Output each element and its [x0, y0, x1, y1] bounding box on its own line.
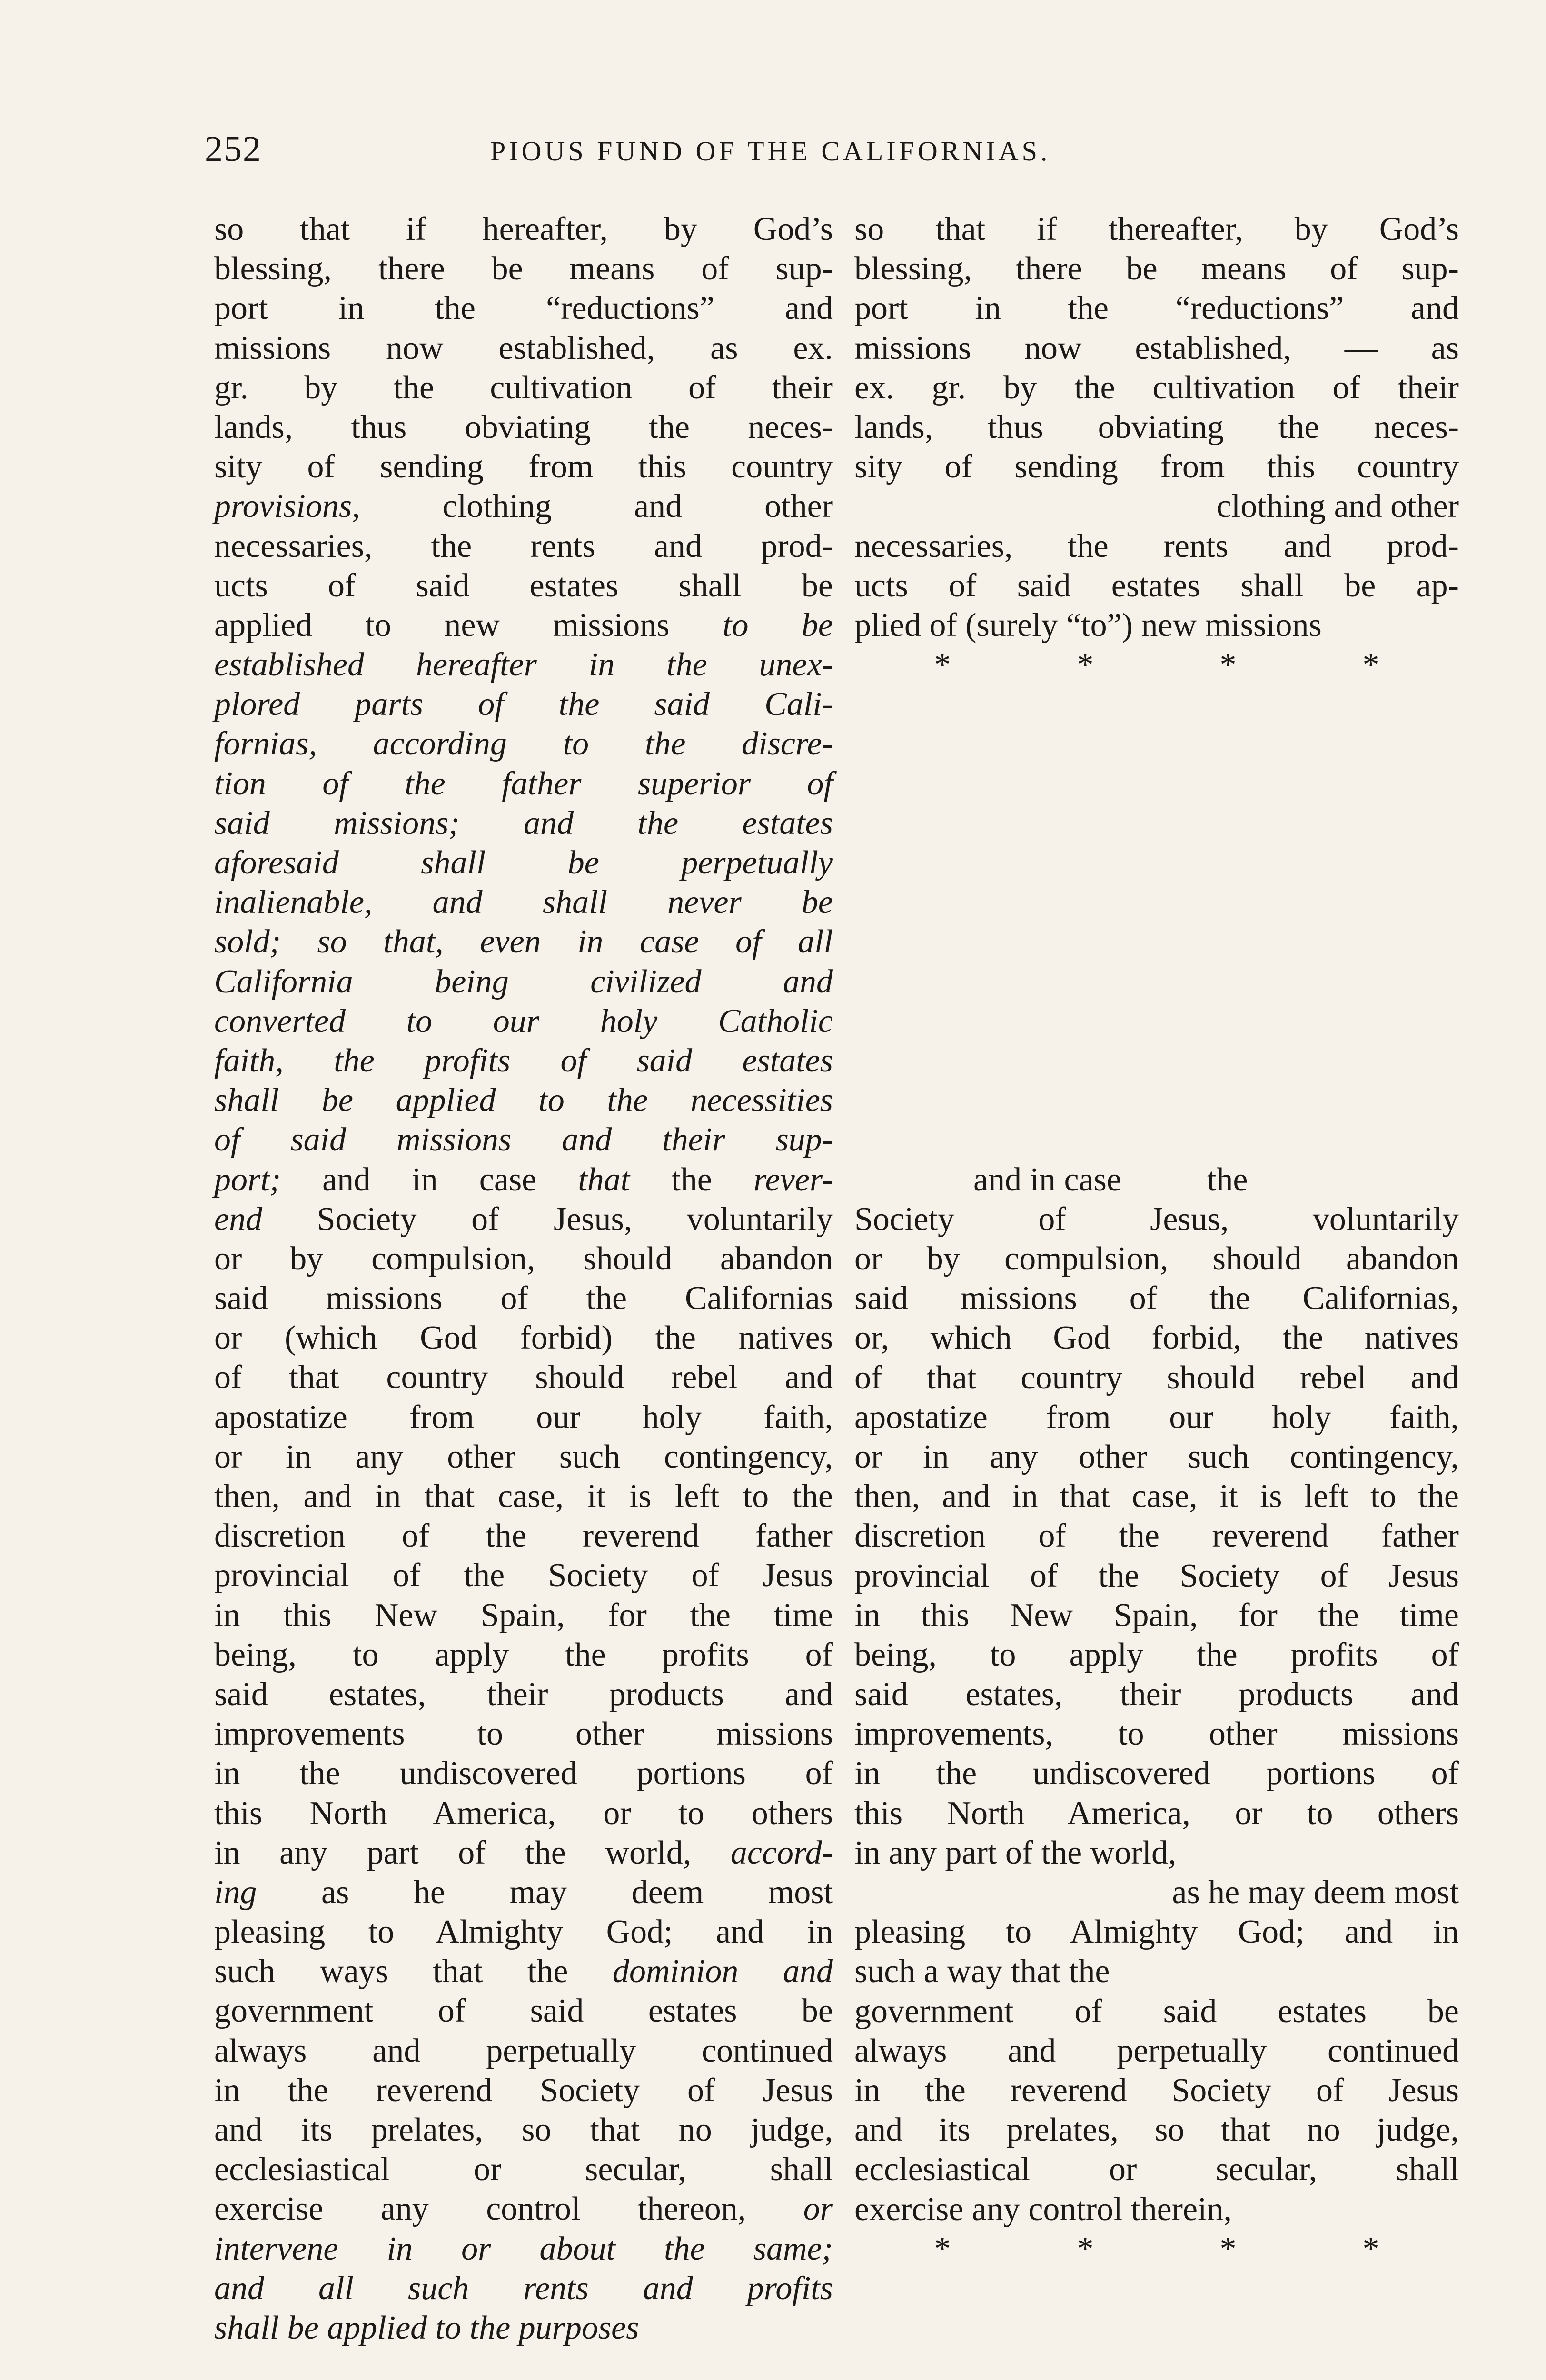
- asterisk: *: [1219, 646, 1237, 684]
- left-text-line: [214, 1794, 833, 1833]
- right-text-line: plied of (surely “to”) new missions: [854, 606, 1322, 644]
- left-text-line: [214, 526, 833, 566]
- italic-text: rever-: [753, 1161, 833, 1198]
- roman-text: ucts of said estates shall be: [214, 567, 833, 604]
- roman-text: government of said estates be: [214, 1993, 833, 2030]
- left-text-line: [214, 209, 833, 249]
- left-text-line: [214, 1714, 833, 1754]
- right-text-line: as he may deem most: [1172, 1874, 1459, 1911]
- left-text-line: [214, 1398, 833, 1437]
- right-text-line: government of said estates be: [854, 1993, 1459, 2030]
- roman-text: the: [1207, 1161, 1248, 1198]
- italic-text: plored parts of the said Cali-: [214, 686, 833, 723]
- right-text-line: in the undiscovered portions of: [854, 1755, 1459, 1792]
- asterisk: *: [934, 646, 951, 684]
- left-text-line: [214, 288, 833, 328]
- roman-text: and in case: [281, 1161, 578, 1198]
- left-text-line: [214, 1358, 833, 1397]
- asterisk: *: [1362, 2230, 1379, 2267]
- left-text-line: [214, 1833, 833, 1873]
- right-text-line: or by compulsion, should abandon: [854, 1240, 1459, 1278]
- roman-text: improvements to other missions: [214, 1716, 833, 1753]
- left-text-line: [214, 1952, 833, 1991]
- italic-text: to be: [723, 606, 833, 644]
- right-text-line: pleasing to Almighty God; and in: [854, 1914, 1459, 1951]
- left-text-line: [214, 1081, 833, 1120]
- left-text-line: [214, 1635, 833, 1675]
- roman-text: said estates, their products and: [214, 1676, 833, 1713]
- left-text-line: [214, 368, 833, 407]
- right-text-line: [854, 1160, 1459, 1200]
- right-text-line: in any part of the world,: [854, 1834, 1177, 1871]
- left-text-line: [214, 1200, 833, 1239]
- left-text-line: [214, 1873, 833, 1912]
- right-text-line: ecclesiastical or secular, shall: [854, 2151, 1459, 2188]
- left-text-line: [214, 684, 833, 724]
- left-text-line: [214, 1477, 833, 1516]
- right-text-line: so that if thereafter, by God’s: [854, 211, 1459, 248]
- italic-text: ing: [214, 1874, 257, 1911]
- roman-text: lands, thus obviating the neces-: [214, 408, 833, 446]
- left-text-line: [214, 1041, 833, 1081]
- left-text-line: [214, 1002, 833, 1041]
- right-text-line: being, to apply the profits of: [854, 1636, 1459, 1673]
- asterisk: *: [1077, 2230, 1094, 2267]
- italic-text: faith, the profits of said estates: [214, 1042, 833, 1079]
- roman-text: of that country should rebel and: [214, 1359, 833, 1396]
- roman-text: or (which God forbid) the natives: [214, 1319, 833, 1357]
- italic-text: of said missions and their sup-: [214, 1121, 833, 1159]
- left-text-line: [214, 605, 833, 645]
- right-text-line: ucts of said estates shall be ap-: [854, 567, 1459, 604]
- left-text-line: [214, 1120, 833, 1160]
- italic-text: shall be applied to the purposes: [214, 2309, 639, 2346]
- roman-text: gr. by the cultivation of their: [214, 369, 833, 406]
- right-text-line: discretion of the reverend father: [854, 1517, 1459, 1555]
- roman-text: ecclesiastical or secular, shall: [214, 2151, 833, 2188]
- italic-text: dominion and: [612, 1953, 833, 1990]
- italic-text: fornias, according to the discre-: [214, 725, 833, 763]
- roman-text: discretion of the reverend father: [214, 1517, 833, 1555]
- left-text-line: [214, 1239, 833, 1279]
- right-text-line: ex. gr. by the cultivation of their: [854, 369, 1459, 406]
- roman-text: in the reverend Society of Jesus: [214, 2072, 833, 2109]
- left-text-line: [214, 1516, 833, 1556]
- right-text-line: missions now established, — as: [854, 329, 1459, 367]
- roman-text: always and perpetually continued: [214, 2032, 833, 2069]
- left-text-line: [214, 1912, 833, 1952]
- left-text-line: [214, 1279, 833, 1318]
- italic-text: California being civilized and: [214, 963, 833, 1000]
- left-text-line: [214, 328, 833, 368]
- left-text-line: [214, 1556, 833, 1595]
- italic-text: accord-: [730, 1834, 833, 1871]
- roman-text: or by compulsion, should abandon: [214, 1240, 833, 1277]
- left-text-line: [214, 803, 833, 843]
- left-text-line: [214, 1754, 833, 1793]
- right-text-line: such a way that the: [854, 1953, 1110, 1990]
- italic-text: tion of the father superior of: [214, 765, 833, 802]
- left-text-line: [214, 566, 833, 605]
- roman-text: provincial of the Society of Jesus: [214, 1557, 833, 1594]
- left-text-line: [214, 2269, 833, 2308]
- italic-text: port;: [214, 1161, 281, 1198]
- ellipsis-stars: [854, 2229, 1459, 2269]
- left-text-line: [214, 1318, 833, 1358]
- left-text-line: [214, 407, 833, 447]
- asterisk: *: [934, 2230, 951, 2267]
- right-text-line: this North America, or to others: [854, 1795, 1459, 1832]
- right-text-line: apostatize from our holy faith,: [854, 1398, 1459, 1436]
- roman-text: Society of Jesus, voluntarily: [262, 1200, 833, 1238]
- right-text-line: always and perpetually continued: [854, 2032, 1459, 2069]
- right-text-line: port in the “reductions” and: [854, 290, 1459, 327]
- roman-text: the: [630, 1161, 753, 1198]
- right-text-line: or in any other such contingency,: [854, 1438, 1459, 1475]
- page-number: 252: [205, 129, 262, 169]
- right-text-line: of that country should rebel and: [854, 1359, 1459, 1396]
- roman-text: blessing, there be means of sup-: [214, 250, 833, 288]
- right-text-line: exercise any control therein,: [854, 2191, 1232, 2228]
- left-text-line: [214, 843, 833, 883]
- left-text-line: [214, 962, 833, 1002]
- omitted-text-gap: [854, 684, 1459, 1160]
- italic-text: intervene in or about the same;: [214, 2230, 833, 2267]
- left-text-line: [214, 2110, 833, 2150]
- right-text-line: improvements, to other missions: [854, 1716, 1459, 1753]
- roman-text: this North America, or to others: [214, 1795, 833, 1832]
- right-text-line: sity of sending from this country: [854, 448, 1459, 486]
- left-text-line: [214, 2150, 833, 2189]
- running-title: PIOUS FUND OF THE CALIFORNIAS.: [490, 136, 1051, 167]
- italic-text: converted to our holy Catholic: [214, 1002, 833, 1040]
- right-text-line: provincial of the Society of Jesus: [854, 1557, 1459, 1594]
- left-text-line: [214, 1596, 833, 1635]
- italic-text: or: [803, 2191, 833, 2228]
- left-text-line: [214, 2031, 833, 2071]
- right-text-line: said estates, their products and: [854, 1676, 1459, 1713]
- italic-text: provisions,: [214, 488, 360, 525]
- roman-text: or in any other such contingency,: [214, 1438, 833, 1475]
- ellipsis-stars: [854, 645, 1459, 684]
- left-text-line: [214, 2308, 833, 2348]
- roman-text: and its prelates, so that no judge,: [214, 2112, 833, 2148]
- roman-text: so that if hereafter, by God’s: [214, 211, 833, 248]
- roman-text: in this New Spain, for the time: [214, 1597, 833, 1634]
- left-text-line: [214, 447, 833, 486]
- italic-text: inalienable, and shall never be: [214, 884, 833, 921]
- right-column-text: [854, 209, 1459, 2269]
- italic-text: end: [214, 1200, 263, 1238]
- roman-text: and in case: [973, 1161, 1121, 1198]
- left-text-line: [214, 486, 833, 526]
- left-text-line: [214, 2229, 833, 2269]
- left-text-line: [214, 883, 833, 922]
- left-text-line: [214, 724, 833, 764]
- roman-text: being, to apply the profits of: [214, 1636, 833, 1673]
- right-text-line: clothing and other: [1216, 488, 1459, 525]
- asterisk: *: [1077, 646, 1094, 684]
- left-text-line: [214, 764, 833, 803]
- right-text-line: or, which God forbid, the natives: [854, 1319, 1459, 1357]
- roman-text: said missions of the Californias: [214, 1280, 833, 1317]
- roman-text: exercise any control thereon,: [214, 2191, 803, 2228]
- roman-text: sity of sending from this country: [214, 448, 833, 486]
- italic-text: sold; so that, even in case of all: [214, 923, 833, 961]
- asterisk: *: [1362, 646, 1379, 684]
- left-text-line: [214, 249, 833, 288]
- roman-text: port in the “reductions” and: [214, 290, 833, 327]
- right-text-line: said missions of the Californias,: [854, 1280, 1459, 1317]
- left-text-line: [214, 1991, 833, 2031]
- asterisk: *: [1219, 2230, 1237, 2267]
- right-text-line: Society of Jesus, voluntarily: [854, 1200, 1459, 1238]
- left-text-line: [214, 922, 833, 962]
- right-text-line: lands, thus obviating the neces-: [854, 408, 1459, 446]
- roman-text: as he may deem most: [257, 1874, 833, 1911]
- right-text-line: in the reverend Society of Jesus: [854, 2072, 1459, 2109]
- italic-text: said missions; and the estates: [214, 804, 833, 842]
- italic-text: established hereafter in the unex-: [214, 646, 833, 684]
- right-text-line: then, and in that case, it is left to the: [854, 1478, 1459, 1515]
- italic-text: that: [578, 1161, 630, 1198]
- roman-text: in any part of the world,: [214, 1834, 731, 1871]
- right-text-line: in this New Spain, for the time: [854, 1597, 1459, 1634]
- left-text-line: [214, 645, 833, 684]
- roman-text: missions now established, as ex.: [214, 329, 833, 367]
- right-text-line: necessaries, the rents and prod-: [854, 527, 1459, 565]
- roman-text: necessaries, the rents and prod-: [214, 527, 833, 565]
- roman-text: applied to new missions: [214, 606, 723, 644]
- roman-text: then, and in that case, it is left to the: [214, 1478, 833, 1515]
- roman-text: apostatize from our holy faith,: [214, 1398, 833, 1436]
- italic-text: aforesaid shall be perpetually: [214, 844, 833, 881]
- left-text-line: [214, 1160, 833, 1200]
- italic-text: and all such rents and profits: [214, 2270, 833, 2307]
- left-text-line: [214, 1675, 833, 1714]
- roman-text: such ways that the: [214, 1953, 613, 1990]
- left-text-line: [214, 2189, 833, 2229]
- roman-text: pleasing to Almighty God; and in: [214, 1914, 833, 1951]
- right-text-line: blessing, there be means of sup-: [854, 250, 1459, 288]
- left-text-line: [214, 1437, 833, 1477]
- page-header: [205, 129, 1214, 181]
- right-text-line: and its prelates, so that no judge,: [854, 2112, 1459, 2149]
- roman-text: in the undiscovered portions of: [214, 1755, 833, 1792]
- left-text-line: [214, 2071, 833, 2110]
- left-column-text: [214, 209, 833, 2348]
- italic-text: shall be applied to the necessities: [214, 1082, 833, 1119]
- roman-text: clothing and other: [360, 488, 833, 525]
